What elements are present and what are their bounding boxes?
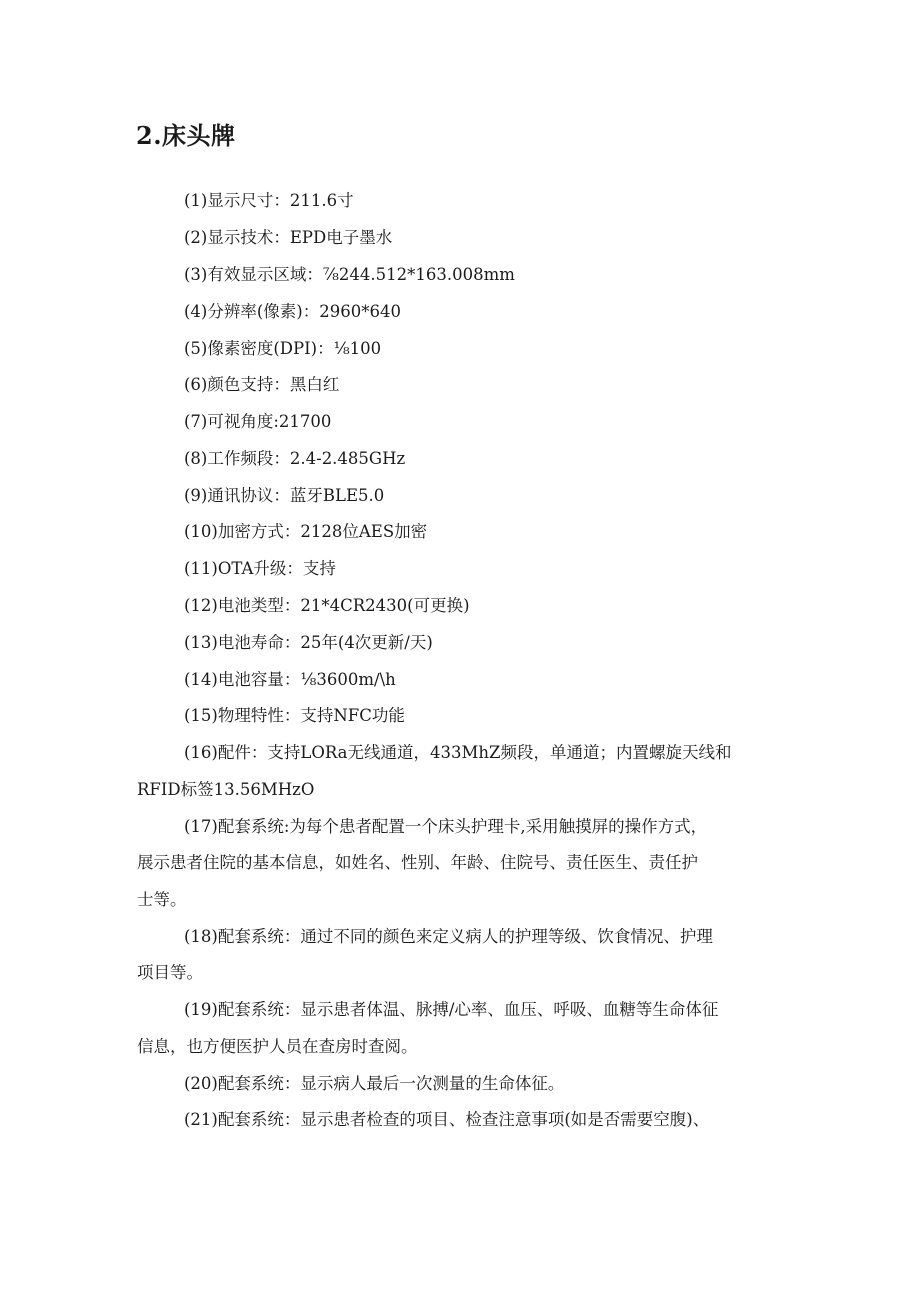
paragraph-20-line-1: (20)配套系统：显示病人最后一次测量的生命体征。	[184, 1074, 565, 1093]
spec-item-6: (6)颜色支持：黑白红	[184, 375, 340, 394]
paragraph-16-line-2: RFID标签13.56MHzO	[137, 780, 315, 799]
paragraph-17-line-3: 士等。	[137, 890, 187, 909]
paragraph-16-line-1: (16)配件：支持LORa无线通道，433MhZ频段，单通道；内置螺旋天线和	[184, 743, 732, 762]
spec-item-11: (11)OTA升级：支持	[184, 559, 336, 578]
spec-item-12: (12)电池类型：21*4CR2430(可更换)	[184, 596, 470, 615]
paragraph-18-line-1: (18)配套系统：通过不同的颜色来定义病人的护理等级、饮食情况、护理	[184, 927, 713, 946]
spec-item-2: (2)显示技术：EPD电子墨水	[184, 228, 393, 247]
section-heading: 2.床头牌	[136, 121, 236, 150]
paragraph-19-line-1: (19)配套系统：显示患者体温、脉搏/心率、血压、呼吸、血糖等生命体征	[184, 1000, 719, 1019]
spec-item-14: (14)电池容量：⅛3600m∕\h	[184, 670, 396, 689]
paragraph-18-line-2: 项目等。	[137, 963, 203, 982]
paragraph-21-line-1: (21)配套系统：显示患者检查的项目、检查注意事项(如是否需要空腹)、	[184, 1110, 710, 1129]
spec-item-15: (15)物理特性：支持NFC功能	[184, 706, 405, 725]
paragraph-17-line-1: (17)配套系统:为每个患者配置一个床头护理卡,采用触摸屏的操作方式，	[184, 817, 708, 836]
spec-item-13: (13)电池寿命：25年(4次更新/天)	[184, 633, 433, 652]
spec-item-9: (9)通讯协议：蓝牙BLE5.0	[184, 486, 385, 505]
spec-item-8: (8)工作频段：2.4-2.485GHz	[184, 449, 406, 468]
spec-item-3: (3)有效显示区域：⅞244.512*163.008mm	[184, 265, 515, 284]
paragraph-17-line-2: 展示患者住院的基本信息，如姓名、性别、年龄、住院号、责任医生、责任护	[137, 853, 698, 872]
paragraph-19-line-2: 信息，也方便医护人员在查房时查阅。	[137, 1037, 418, 1056]
spec-item-4: (4)分辨率(像素)：2960*640	[184, 302, 401, 321]
spec-item-7: (7)可视角度:21700	[184, 412, 332, 431]
spec-item-10: (10)加密方式：2128位AES加密	[184, 522, 428, 541]
spec-item-5: (5)像素密度(DPI)：⅛100	[184, 339, 382, 358]
spec-item-1: (1)显示尺寸：211.6寸	[184, 191, 354, 210]
